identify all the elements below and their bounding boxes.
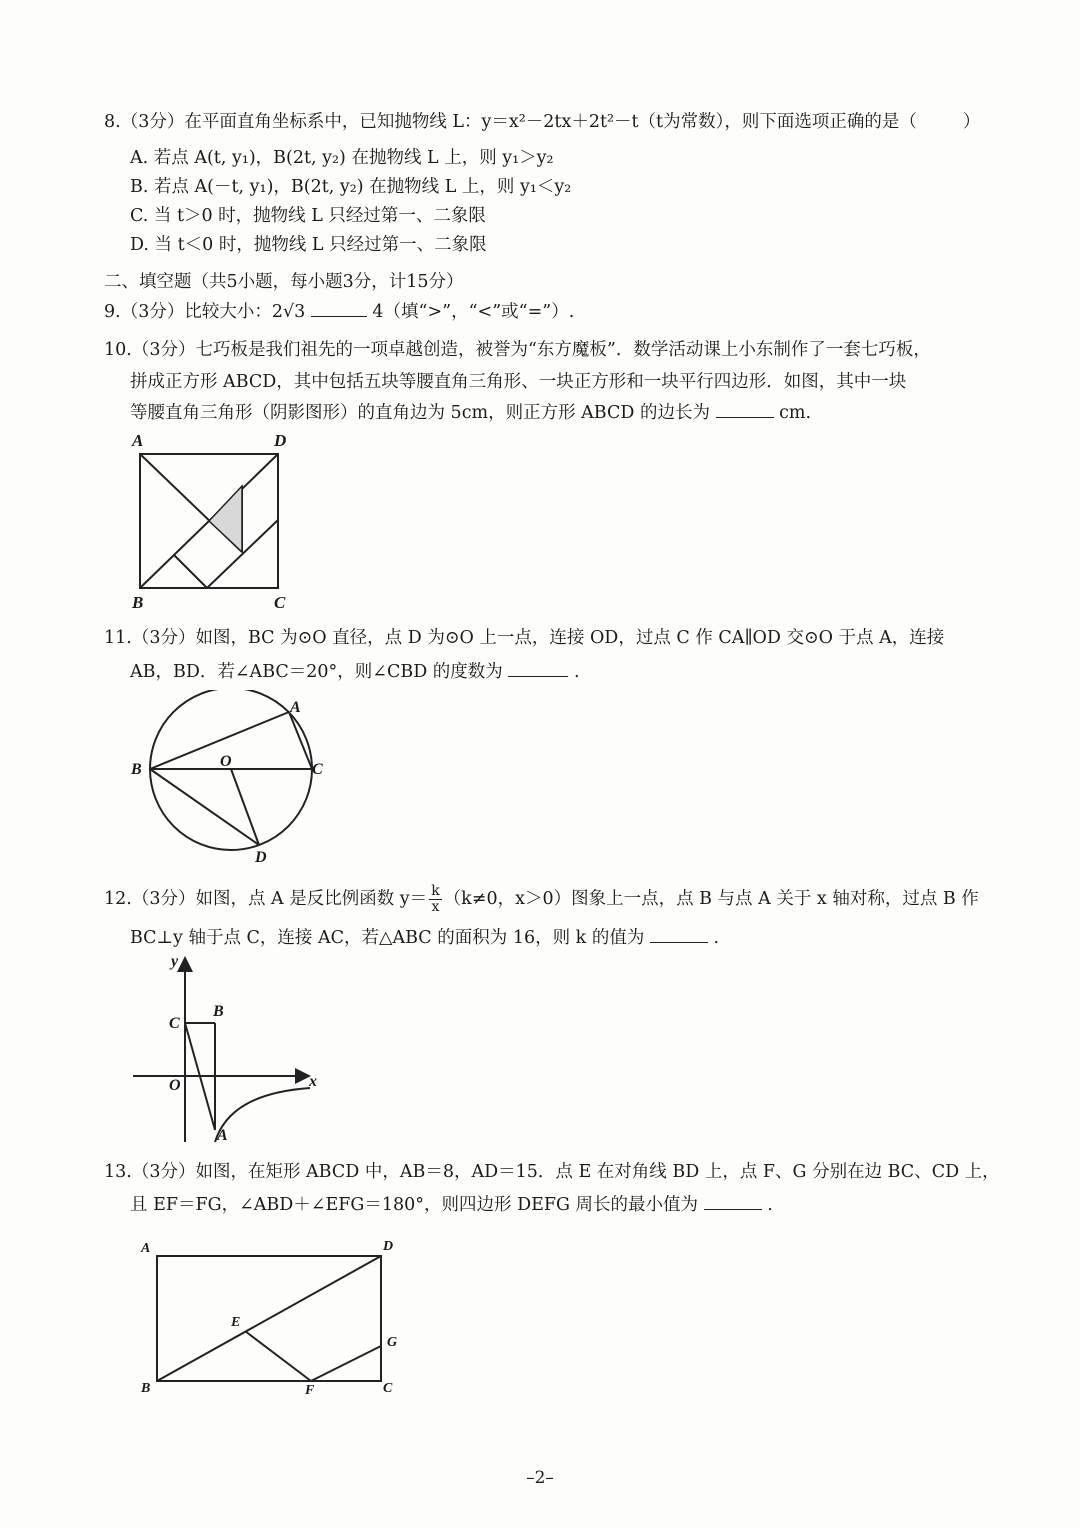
segment-ef xyxy=(245,1331,311,1381)
q13-answer-blank[interactable] xyxy=(704,1193,762,1210)
q10-line-3-post: cm. xyxy=(779,403,812,423)
circle-label-c: C xyxy=(312,761,323,778)
rect-label-g: G xyxy=(387,1335,398,1350)
q12-fraction-den: x xyxy=(431,899,440,915)
tangram-segment-1 xyxy=(174,555,207,588)
circle-label-d: D xyxy=(255,849,267,866)
q12-answer-blank[interactable] xyxy=(650,926,708,943)
tangram-figure xyxy=(120,428,300,618)
hyperbola-curve xyxy=(215,1088,310,1142)
rect-label-a: A xyxy=(141,1241,151,1256)
q12-fraction-num: k xyxy=(431,883,440,899)
q11-line-2-pre: AB，BD．若∠ABC＝20°，则∠CBD 的度数为 xyxy=(130,662,503,682)
q12-line-2 xyxy=(130,926,719,950)
tangram-label-d: D xyxy=(274,431,287,450)
circle-label-b: B xyxy=(131,761,142,778)
q12-line-2-pre: BC⊥y 轴于点 C，连接 AC，若△ABC 的面积为 16，则 k 的值为 xyxy=(130,928,645,948)
hyperbola-label-c: C xyxy=(169,1015,180,1032)
segment-bd xyxy=(150,769,259,845)
circle-label-a: A xyxy=(290,699,301,716)
q13-line-1: 13.（3分）如图，在矩形 ABCD 中，AB＝8，AD＝15．点 E 在对角线 BD 上，点 F、G 分别在边 BC、CD 上， xyxy=(104,1162,1000,1182)
tangram-label-a: A xyxy=(132,431,144,450)
q11-line-2 xyxy=(130,660,580,684)
rect-label-f: F xyxy=(305,1383,315,1398)
segment-od xyxy=(231,769,259,845)
q9-post: 4（填“>”，“<”或“=”）. xyxy=(372,302,575,322)
q13-line-2-pre: 且 EF＝FG，∠ABD＋∠EFG＝180°，则四边形 DEFG 周长的最小值为 xyxy=(130,1195,699,1215)
q9-answer-blank[interactable] xyxy=(311,300,367,317)
q10-line-3-pre: 等腰直角三角形（阴影图形）的直角边为 5cm，则正方形 ABCD 的边长为 xyxy=(130,403,710,423)
q12-line-2-post: . xyxy=(713,928,720,948)
hyperbola-label-b: B xyxy=(213,1003,224,1020)
rectangle-figure xyxy=(135,1232,415,1402)
q10-line-2: 拼成正方形 ABCD，其中包括五块等腰直角三角形、一块正方形和一块平行四边形．如图，其中一块 xyxy=(130,372,907,392)
q11-answer-blank[interactable] xyxy=(508,660,568,677)
q9-pre: 9.（3分）比较大小：2√3 xyxy=(104,302,306,322)
axis-label-y: y xyxy=(171,953,179,970)
rect-label-d: D xyxy=(383,1239,394,1254)
q8-stem-text: 8.（3分）在平面直角坐标系中，已知抛物线 L：y＝x²－2tx＋2t²－t（t为常数），则下面选项正确的是（ xyxy=(104,112,917,132)
q9 xyxy=(104,300,574,324)
q8-option-d: D. 当 t＜0 时，抛物线 L 只经过第一、二象限 xyxy=(130,235,487,255)
segment-fg xyxy=(311,1346,381,1381)
tangram-shaded-triangle xyxy=(209,486,242,552)
q11-line-1: 11.（3分）如图，BC 为⊙O 直径，点 D 为⊙O 上一点，连接 OD，过点 C 作 CA∥OD 交⊙O 于点 A，连接 xyxy=(104,628,945,648)
tangram-label-b: B xyxy=(132,593,144,612)
q8-close-paren: ） xyxy=(962,112,981,132)
q13-line-2 xyxy=(130,1193,773,1217)
axis-label-x: x xyxy=(309,1073,317,1090)
q8-option-c: C. 当 t＞0 时，抛物线 L 只经过第一、二象限 xyxy=(130,206,486,226)
rect-label-e: E xyxy=(231,1315,241,1330)
q10-line-1: 10.（3分）七巧板是我们祖先的一项卓越创造，被誉为“东方魔板”．数学活动课上小东制作了一套七巧板， xyxy=(104,340,931,360)
hyperbola-label-o: O xyxy=(169,1077,181,1094)
tangram-label-c: C xyxy=(274,593,286,612)
q10-line-3 xyxy=(130,401,811,425)
hyperbola-label-a: A xyxy=(217,1127,228,1144)
section-2-heading: 二、填空题（共5小题，每小题3分，计15分） xyxy=(104,272,464,292)
rect-label-c: C xyxy=(383,1381,393,1396)
segment-ac xyxy=(289,712,312,769)
q8-stem xyxy=(104,110,980,134)
q12-fraction xyxy=(429,884,441,915)
q13-line-2-post: . xyxy=(767,1195,773,1215)
q8-option-b: B. 若点 A(－t, y₁)，B(2t, y₂) 在抛物线 L 上，则 y₁＜y₂ xyxy=(130,177,572,197)
q12-line-1 xyxy=(104,884,979,915)
q12-line-1-pre: 12.（3分）如图，点 A 是反比例函数 y＝ xyxy=(104,889,428,909)
q11-line-2-post: . xyxy=(573,662,580,682)
circle-label-o: O xyxy=(220,753,232,770)
circle-figure xyxy=(125,690,335,870)
hyperbola-figure xyxy=(125,950,325,1150)
q12-line-1-post: （k≠0，x＞0）图象上一点，点 B 与点 A 关于 x 轴对称，过点 B 作 xyxy=(443,889,979,909)
q8-option-a: A. 若点 A(t, y₁)，B(2t, y₂) 在抛物线 L 上，则 y₁＞y₂ xyxy=(130,148,554,168)
page-number: –2– xyxy=(526,1468,554,1488)
rect-label-b: B xyxy=(141,1381,151,1396)
q10-answer-blank[interactable] xyxy=(716,401,774,418)
